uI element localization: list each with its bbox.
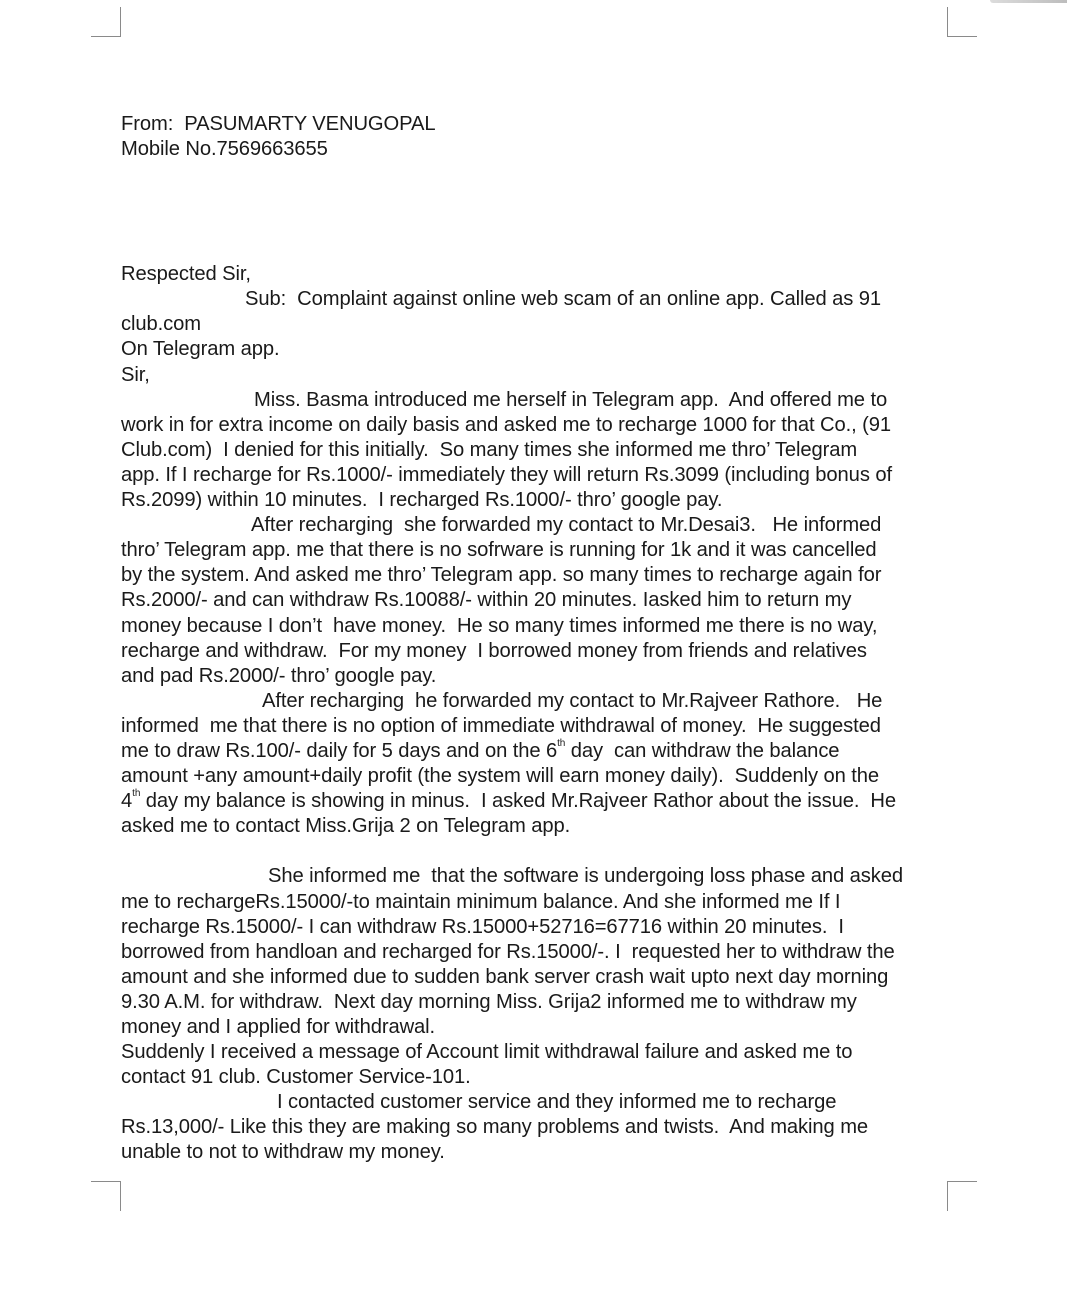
text-line: me to rechargeRs.15000/-to maintain minimum balance. And she informed me If I [121, 890, 841, 913]
paragraph-1 [121, 388, 943, 513]
ordinal-suffix: th [557, 737, 566, 749]
text-line: thro’ Telegram app. me that there is no sofrware is running for 1k and it was cancelled [121, 539, 877, 562]
spacer [121, 839, 943, 864]
from-line: From: PASUMARTY VENUGOPAL [121, 113, 436, 135]
text-line: by the system. And asked me thro’ Telegram app. so many times to recharge again for [121, 564, 882, 587]
page-edge-shadow [990, 0, 1067, 3]
text-segment: day can withdraw the balance [565, 739, 840, 762]
text-line: app. If I recharge for Rs.1000/- immediately they will return Rs.3099 (including bonus of [121, 463, 892, 486]
paragraph-5 [121, 1040, 943, 1090]
paragraph-4 [121, 864, 943, 1040]
text-line: Rs.2099) within 10 minutes. I recharged Rs.1000/- thro’ google pay. [121, 489, 723, 512]
text-line: work in for extra income on daily basis and asked me to recharge 1000 for that Co., (91 [121, 413, 892, 436]
text-line: and pad Rs.2000/- thro’ google pay. [121, 664, 437, 687]
paragraph-6 [121, 1090, 943, 1165]
text-line [121, 739, 943, 764]
text-line: recharge Rs.15000/- I can withdraw Rs.15000+52716=67716 within 20 minutes. I [121, 915, 844, 938]
ordinal-suffix: th [132, 788, 141, 800]
text-line: contact 91 club. Customer Service-101. [121, 1066, 471, 1089]
text-line: unable to not to withdraw my money. [121, 1141, 445, 1164]
subject-block [121, 287, 943, 362]
text-line [121, 789, 943, 814]
text-line: Rs.13,000/- Like this they are making so many problems and twists. And making me [121, 1116, 869, 1139]
text-line: Miss. Basma introduced me herself in Telegram app. And offered me to [254, 388, 888, 411]
mobile-line: Mobile No.7569663655 [121, 138, 328, 161]
text-segment: me to draw Rs.100/- daily for 5 days and on the 6 [121, 739, 558, 762]
text-line: recharge and withdraw. For my money I borrowed money from friends and relatives [121, 639, 867, 662]
spacer [121, 162, 943, 262]
text-line: money because I don’t have money. He so many times informed me there is no way, [121, 614, 878, 637]
text-line: money and I applied for withdrawal. [121, 1016, 436, 1038]
crop-mark-top-right [947, 7, 977, 37]
paragraph-3 [121, 689, 943, 840]
subject-line: On Telegram app. [121, 338, 280, 361]
crop-mark-bottom-left [91, 1181, 121, 1211]
sender-block [121, 112, 943, 162]
text-line: amount and she informed due to sudden bank server crash wait upto next day morning [121, 965, 889, 988]
text-segment: day my balance is showing in minus. I asked Mr.Rajveer Rathor about the issue. He [140, 790, 897, 813]
text-line: Rs.2000/- and can withdraw Rs.10088/- within 20 minutes. Iasked him to return my [121, 589, 852, 612]
text-line: informed me that there is no option of immediate withdrawal of money. He suggested [121, 714, 881, 737]
text-line: amount +any amount+daily profit (the system will earn money daily). Suddenly on the [121, 765, 880, 788]
text-line: borrowed from handloan and recharged for Rs.15000/-. I requested her to withdraw the [121, 940, 895, 963]
text-line: After recharging he forwarded my contact to Mr.Rajveer Rathore. He [262, 689, 883, 712]
complaint-letter [121, 112, 943, 1166]
crop-mark-top-left [91, 7, 121, 37]
salutation: Respected Sir, [121, 263, 251, 286]
paragraph-2 [121, 513, 943, 689]
subject-line: club.com [121, 313, 201, 336]
text-line: She informed me that the software is undergoing loss phase and asked [268, 865, 904, 888]
greeting: Sir, [121, 363, 150, 386]
text-line: 9.30 A.M. for withdraw. Next day morning Miss. Grija2 informed me to withdraw my [121, 990, 857, 1013]
text-line: Suddenly I received a message of Account limit withdrawal failure and asked me to [121, 1041, 853, 1064]
text-line: After recharging she forwarded my contact to Mr.Desai3. He informed [251, 514, 882, 537]
text-line: Club.com) I denied for this initially. So many times she informed me thro’ Telegram [121, 438, 858, 461]
crop-mark-bottom-right [947, 1181, 977, 1211]
text-line: asked me to contact Miss.Grija 2 on Telegram app. [121, 815, 571, 838]
subject-line: Sub: Complaint against online web scam of an online app. Called as 91 [245, 288, 882, 311]
text-segment: 4 [121, 790, 133, 813]
text-line: I contacted customer service and they informed me to recharge [277, 1091, 837, 1114]
